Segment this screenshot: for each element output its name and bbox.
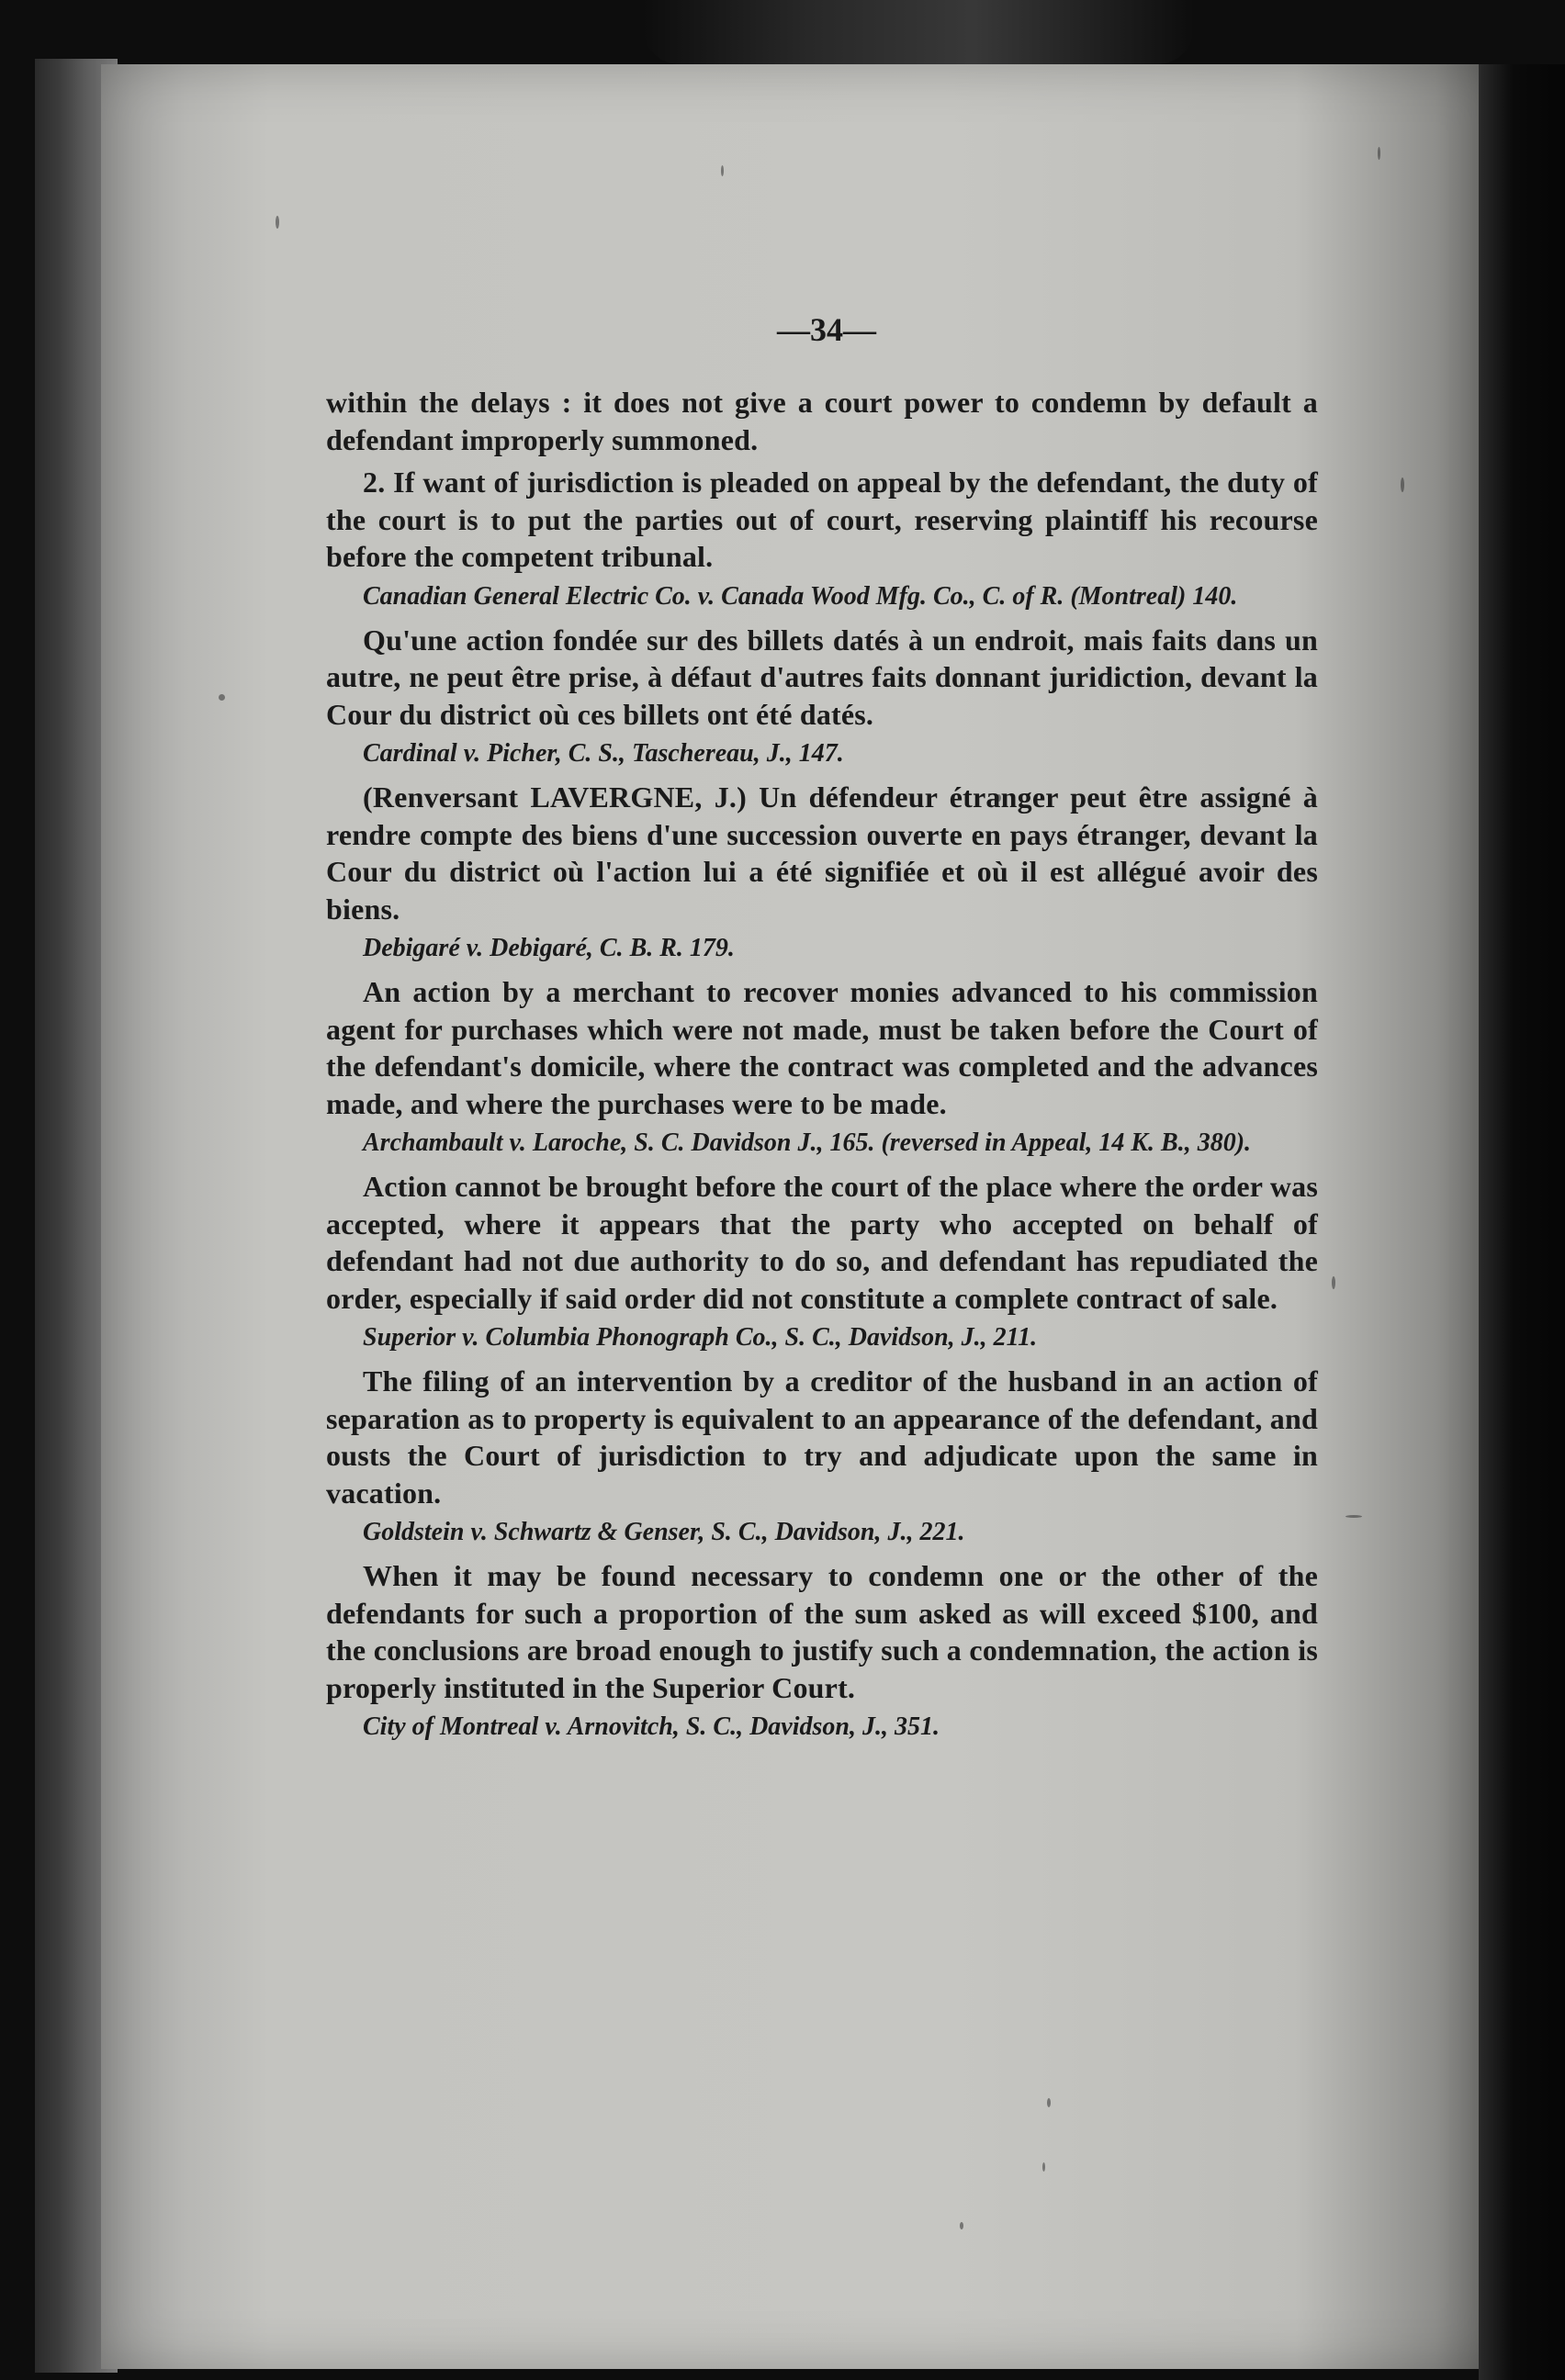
page-number: —34— xyxy=(777,311,876,348)
case-citation: Canadian General Electric Co. v. Canada Wood Mfg. Co., C. of R. (Montreal) 140. xyxy=(363,581,1238,611)
paragraph: (Renversant LAVERGNE, J.) Un défendeur étranger peut être assigné à rendre compte des biens d'une succession ouverte en pays étranger, devant la Cour du district où l'action lui a été signifiée et où il est allégué avoir des biens. xyxy=(326,780,1318,926)
scan-speck xyxy=(276,216,279,229)
scan-speck xyxy=(1042,2162,1045,2172)
scan-speck xyxy=(1345,1515,1362,1518)
case-citation: City of Montreal v. Arnovitch, S. C., Davidson, J., 351. xyxy=(363,1712,940,1741)
case-citation: Superior v. Columbia Phonograph Co., S. C., Davidson, J., 211. xyxy=(363,1323,1038,1352)
scan-speck xyxy=(1047,2098,1051,2107)
paragraph: The filing of an intervention by a creditor of the husband in an action of separation as to property is equivalent to an appearance of the defendant, and ousts the Court of jurisdiction to try and adjudicate upon the same in vacation. xyxy=(326,1364,1318,1510)
case-citation: Goldstein v. Schwartz & Genser, S. C., Davidson, J., 221. xyxy=(363,1518,965,1546)
page-text-column xyxy=(326,384,1318,1752)
paragraph: When it may be found necessary to condemn one or the other of the defendants for such a proportion of the sum asked as will exceed $100, and the conclusions are broad enough to justify such a condemnation, the action is properly instituted in the Superior Court. xyxy=(326,1559,1318,1704)
scan-speck xyxy=(721,165,724,176)
case-citation: Archambault v. Laroche, S. C. Davidson J., 165. (reversed in Appeal, 14 K. B., 380). xyxy=(363,1128,1252,1157)
binding-shadow-top xyxy=(643,0,1194,64)
scan-speck xyxy=(1332,1276,1335,1289)
paragraph: Action cannot be brought before the court of the place where the order was accepted, where it appears that the party who accepted on behalf of defendant had not due authority to do so, and defendant has repudiated the order, especially if said order did not constitute a complete contract of sale. xyxy=(326,1170,1318,1315)
gutter-shadow-right xyxy=(1479,64,1565,2380)
case-citation: Debigaré v. Debigaré, C. B. R. 179. xyxy=(363,934,735,962)
paragraph: within the delays : it does not give a court power to condemn by default a defendant improperly summoned. xyxy=(326,386,1318,456)
scan-speck xyxy=(1401,477,1404,492)
paragraph: An action by a merchant to recover monies advanced to his commission agent for purchases which were not made, must be taken before the Court of the defendant's domicile, where the contract was completed and the advances made, and where the purchases were to be made. xyxy=(326,975,1318,1120)
case-citation: Cardinal v. Picher, C. S., Taschereau, J., 147. xyxy=(363,739,844,768)
paragraph: 2. If want of jurisdiction is pleaded on appeal by the defendant, the duty of the court is to put the parties out of court, reserving plaintiff his recourse before the competent tribunal. xyxy=(326,466,1318,573)
scan-speck xyxy=(960,2222,963,2229)
paragraph: Qu'une action fondée sur des billets datés à un endroit, mais faits dans un autre, ne peut être prise, à défaut d'autres faits donnant juridiction, devant la Cour du district où ces billets ont été datés. xyxy=(326,623,1318,731)
scan-speck xyxy=(1378,147,1380,160)
scan-speck xyxy=(219,694,225,701)
